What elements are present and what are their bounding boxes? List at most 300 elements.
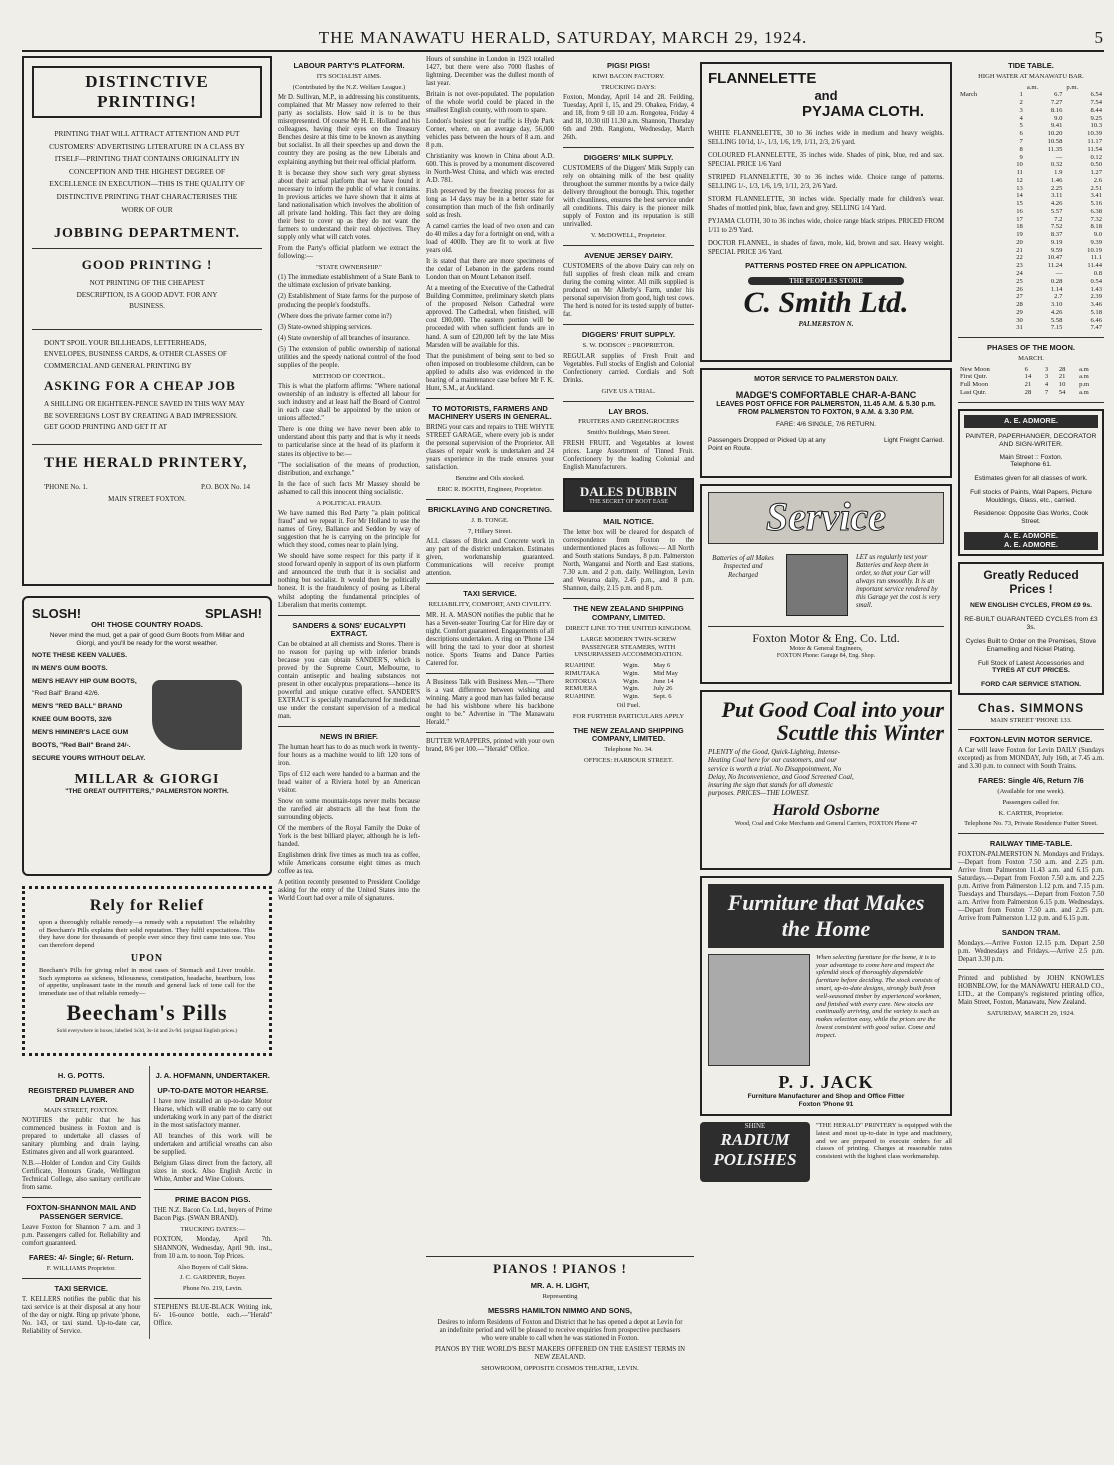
bricklaying-heading: BRICKLAYING AND CONCRETING. <box>427 504 553 514</box>
tide-month <box>958 270 1003 278</box>
tide-month <box>958 231 1003 239</box>
diggers-milk-heading: DIGGERS' MILK SUPPLY. <box>583 153 674 163</box>
tide-month <box>958 99 1003 107</box>
gum-line-1: IN MEN'S GUM BOOTS. <box>32 664 108 672</box>
gum-price-2: "Red Ball" Brand 42/6. <box>32 690 100 698</box>
levin-heading: FOXTON-LEVIN MOTOR SERVICE. <box>969 735 1093 745</box>
table-row <box>958 231 1104 239</box>
tide-am: 2.25 <box>1050 184 1063 192</box>
hillary-line: 7, Hillary Street. <box>468 527 512 535</box>
tide-am: 3.10 <box>1050 301 1063 309</box>
table-row <box>958 192 1104 200</box>
admore-residence: Residence: Opposite Gas Works, Cook Street. <box>973 510 1089 526</box>
furniture-illustration <box>708 954 810 1066</box>
furniture-text: When selecting furniture for the home, it is to your advantage to come here and inspect the splendid stock of thoroughly dependable furniture before deciding. The stock consists of smart, up-to-date designs, strongly built from well-seasoned timber by experienced workmen, and finished with every care. New stocks are continually arriving, and the variety is such as makes selection easy, while the prices are the lowest consistent with good value. Come and inspect. <box>816 953 942 1039</box>
gum-line-3: MEN'S "RED BALL" BRAND <box>32 703 123 711</box>
simmons-ad <box>958 562 1104 696</box>
article-paragraph: (3) State-owned shipping services. <box>278 323 373 331</box>
shipping-telephone: Telephone No. 34. <box>604 746 653 754</box>
pianos-heading: PIANOS ! PIANOS ! <box>493 1261 627 1276</box>
article-paragraph: We have named this Red Party "a plain political fraud" and we repeat it. For Mr Holland to use the names of Grey, Ballance and Seddon by way of suggestion that he is carrying on the principle for which they stood, comes near to plain lying. <box>278 510 420 550</box>
news-item: London's busiest spot for traffic is Hyde Park Corner, where, on an average day, 56,000 vehicles pass between the hours of 8 a.m. and 8 p.m. <box>426 118 554 150</box>
tide-pm: 6.38 <box>1090 207 1102 215</box>
tide-day: 29 <box>1016 308 1023 316</box>
article-paragraph: (2) Establishment of State farms for the purpose of producing the people's foodstuffs. <box>278 293 420 309</box>
ship-date: Sept. 6 <box>653 693 672 701</box>
lay-address: Smith's Buildings, Main Street. <box>587 429 670 437</box>
osborne-name: Harold Osborne <box>772 801 880 819</box>
tide-am: 0.28 <box>1050 277 1063 285</box>
jersey-text: CUSTOMERS of the above Dairy can rely on full supplies of fresh clean milk and cream during the coming winter. All milk supplied is produced on Mr Allerby's Farm, under his personal supervision from good, high test cows. The herd is noted for its tested supply of butter-fat. <box>563 263 694 319</box>
taxi-heading: TAXI SERVICE. <box>54 1283 108 1293</box>
tide-month <box>958 192 1003 200</box>
splash-heading: SPLASH! <box>204 606 262 621</box>
tide-pm: 3.41 <box>1090 192 1102 200</box>
tide-am: 7.15 <box>1050 324 1063 332</box>
rebuilt-line: RE-BUILT GUARANTEED CYCLES from £3 3s. <box>964 616 1098 632</box>
article-paragraph: (5) The extension of public ownership of national utilities and the speedy national control of the food supplies of the people. <box>278 345 420 369</box>
lay-sub: FRUITERS AND GREENGROCERS <box>578 418 679 426</box>
tide-month <box>958 262 1003 270</box>
tide-day: 4 <box>1019 114 1023 122</box>
foxton-motor-name: Foxton Motor & Eng. Co. Ltd. <box>752 631 900 645</box>
tide-month <box>958 138 1003 146</box>
madge-line-1: LEAVES POST OFFICE FOR PALMERSTON, 11.45 A.M. & 5.30 p.m. <box>716 400 936 408</box>
column-2 <box>278 56 420 1456</box>
tide-am: 9.19 <box>1050 238 1063 246</box>
millar-giorgi-name: MILLAR & GIORGI <box>74 771 220 787</box>
news-heading: NEWS IN BRIEF. <box>320 732 378 742</box>
table-row <box>958 107 1104 115</box>
table-row <box>958 286 1104 294</box>
asking-heading: ASKING FOR A CHEAP JOB <box>44 378 236 394</box>
tide-month <box>958 309 1003 317</box>
tide-pm: 10.3 <box>1090 122 1102 130</box>
shine-word: SHINE <box>744 1122 766 1130</box>
tide-am: 11.24 <box>1047 262 1063 270</box>
news-item: Snow on some mountain-tops never melts because the rarefied air abstracts all the heat from the surrounding objects. <box>278 798 420 822</box>
table-row <box>563 678 694 686</box>
admore-telephone: Telephone 61. <box>1010 461 1052 469</box>
am-header: a.m. <box>1026 83 1039 91</box>
admore-stock: Full stocks of Paints, Wall Papers, Picture Mouldings, Glass, etc., carried. <box>970 488 1092 504</box>
madge-passengers: Passengers Dropped or Picked Up at any Point en Route. <box>708 437 826 452</box>
column-3b <box>563 56 694 1456</box>
madge-line-2: FROM PALMERSTON TO FOXTON, 9 A.M. & 3.30 P.M. <box>738 409 914 417</box>
radium-name: RADIUM POLISHES <box>713 1130 797 1170</box>
pianos-text-2: PIANOS BY THE WORLD'S BEST MAKERS OFFERED ON THE EASIEST TERMS IN NEW ZEALAND. <box>434 1345 686 1361</box>
gum-line-3b: KNEE GUM BOOTS, 32/6 <box>32 716 112 724</box>
relief-heading: Rely for Relief <box>89 897 205 914</box>
railway-text: FOXTON-PALMERSTON N. Mondays and Fridays.—Depart from Foxton 7.50 a.m. and 2.25 p.m. Arrive from Palmerston 11.43 a.m. and 6.15 p.m. Saturdays.—Depart from Foxton 7.50 a.m. and 2.25 p.m. Arrive from Palmerston 1.12 p.m. and 7.15 p.m. Tuesdays and Thursdays.—Depart from Foxton 7.50 a.m. Arrive from Palmerston 6.15 p.m. Wednesdays.—Depart from Foxton 7.50 a.m. and 2.25 p.m. Arrive from Palmerston 1.12 p.m. and 6.15 p.m. <box>958 850 1104 923</box>
peoples-store-banner: THE PEOPLES STORE <box>748 277 904 285</box>
greatly-reduced: Greatly Reduced Prices ! <box>983 567 1079 596</box>
flannelette-line: DOCTOR FLANNEL, in shades of fawn, mole, kid, brown and sax. Heavy weight. SPECIAL PRICE 3/6 Yard. <box>708 239 944 257</box>
moon-cell: 3 <box>1044 365 1049 373</box>
tide-day: 28 <box>1016 301 1023 309</box>
tide-day: 3 <box>1019 106 1023 114</box>
gardner-line: J. C. GARDNER, Buyer. <box>179 1274 246 1282</box>
tide-pm: 9.25 <box>1090 114 1102 122</box>
palmerston-line: PALMERSTON N. <box>798 320 854 329</box>
millar-giorgi-sub: "THE GREAT OUTFITTERS," PALMERSTON NORTH. <box>65 788 229 796</box>
jobbing-heading: JOBBING DEPARTMENT. <box>53 226 240 242</box>
roads-heading: OH! THOSE COUNTRY ROADS. <box>91 620 203 630</box>
flannelette-line: WHITE FLANNELETTE, 30 to 36 inches wide in medium and heavy weights. SELLING 10/1d, 1/-, 1/3, 1/6, 1/9, 1/11, 2/3, 2/6 yard. <box>708 129 944 147</box>
table-row <box>958 373 1104 381</box>
table-row <box>958 154 1104 162</box>
article-paragraph: In the face of such facts Mr Massey should be ashamed to call this innocent thing socialistic. <box>278 480 420 496</box>
masthead <box>22 28 1104 52</box>
news-item: Tips of £12 each were handed to a barman and the head waiter of a Riviera hotel by an American visitor. <box>278 771 420 795</box>
printing-title: DISTINCTIVE PRINTING! <box>32 66 262 118</box>
tide-day: 13 <box>1016 184 1023 192</box>
tide-day: 25 <box>1016 277 1023 285</box>
news-item: The human heart has to do as much work in twenty-four hours as a machine would to lift 120 tons of iron. <box>278 744 420 768</box>
representing: Representing <box>542 1293 578 1301</box>
tide-am: 0.32 <box>1050 161 1063 169</box>
tide-month <box>958 254 1003 262</box>
taxi-service-heading: TAXI SERVICE. <box>463 589 517 599</box>
shipping-offices: OFFICES: HARBOUR STREET. <box>583 756 674 764</box>
tide-month <box>958 216 1003 224</box>
moon-cell: 3 <box>1044 373 1049 381</box>
beechams-ad <box>22 886 272 1056</box>
ship-date: June 14 <box>653 677 674 685</box>
radium-ad <box>700 1122 810 1182</box>
foxton-motor-sub: Motor & General Engineers, <box>789 645 863 653</box>
ship-date: July 26 <box>653 685 673 693</box>
let-us-text: LET us regularly test your Batteries and keep them in order, so that your Car will always run smoothly. It is an important service rendered by this Garage yet the cost is very small. <box>856 554 941 610</box>
motorists-heading: TO MOTORISTS, FARMERS AND MACHINERY USERS IN GENERAL. <box>428 403 552 422</box>
hofmann-text: I have now installed an up-to-date Motor Hearse, which will enable me to carry out undertaking work in any part of the district in the most satisfactory manner. <box>153 1097 272 1129</box>
bricklaying-text: ALL classes of Brick and Concrete work in any part of the district undertaken. Estimates given, workmanship guaranteed. Communications will receive prompt attention. <box>426 538 554 578</box>
pjack-address: Foxton 'Phone 91 <box>798 1100 854 1108</box>
direct-line: DIRECT LINE TO THE UNITED KINGDOM. <box>565 625 692 633</box>
fruit-text: REGULAR supplies of Fresh Fruit and Vegetables. Full stocks of English and Colonial Confectionery carried. Cordials and Soft Drinks. <box>563 352 694 384</box>
table-row <box>958 366 1104 374</box>
values-heading: NOTE THESE KEEN VALUES. <box>32 651 128 659</box>
table-row <box>958 161 1104 169</box>
table-row <box>958 317 1104 325</box>
tide-pm: 0.50 <box>1090 161 1102 169</box>
tide-am: 1.46 <box>1050 176 1063 184</box>
potts-nb: N.B.—Holder of London and City Guilds Certificate, Honours Grade, Wellington Technical College, also sanitary certificate from same. <box>22 1160 141 1192</box>
printery-pobox: P.O. BOX No. 14 <box>200 482 250 491</box>
table-row <box>958 169 1104 177</box>
shannon-text: Leave Foxton for Shannon 7 a.m. and 3 p.m. Passengers called for. Reliability and comfort guaranteed. <box>22 1224 141 1248</box>
potts-text: NOTIFIES the public that he has commenced business in Foxton and is prepared to undertake all classes of sanitary plumbing and drain laying. Estimates given and all work guaranteed. <box>22 1117 141 1157</box>
table-row <box>958 138 1104 146</box>
battery-service-ad <box>700 484 952 684</box>
moon-cell: 7 <box>1044 389 1049 397</box>
taxi-service-sub: RELIABILITY, COMFORT, AND CIVILITY. <box>428 601 552 609</box>
flannelette-line: STORM FLANNELETTE, 30 inches wide. Specially made for children's wear. Shades of mottled pink, blue, fawn and grey. SELLING 1/4 Yard. <box>708 195 944 213</box>
moon-cell: 28 <box>1024 389 1032 397</box>
tide-am: 5.57 <box>1050 207 1063 215</box>
taxi-text: T. KELLERS notifies the public that his taxi service is at their disposal at any hour of the day or night. Ring up private 'phone, No. 143, or taxi stand. Up-to-date car, Reliability of Service. <box>22 1295 141 1335</box>
tide-day: 10 <box>1016 161 1023 169</box>
cycles-text: Cycles Built to Order on the Premises, Stove Enamelling and Nickel Plating. <box>965 638 1097 653</box>
news-item: Of the members of the Royal Family the Duke of York is the best billiard player, although he is left-handed. <box>278 825 420 849</box>
tide-month <box>958 146 1003 154</box>
tide-pm: 2.6 <box>1093 176 1102 184</box>
table-row <box>958 278 1104 286</box>
tide-month <box>958 185 1003 193</box>
hofmann-name: J. A. HOFMANN, UNDERTAKER. <box>155 1071 270 1080</box>
table-row <box>958 130 1104 138</box>
moon-table <box>958 366 1104 397</box>
tide-am: 4.26 <box>1050 200 1063 208</box>
tide-month <box>958 154 1003 162</box>
secure-line: SECURE YOURS WITHOUT DELAY. <box>32 754 146 762</box>
table-row <box>563 670 694 678</box>
potts-name: H. G. POTTS. <box>57 1071 105 1080</box>
tide-day: 24 <box>1016 269 1023 277</box>
printery-phone: 'PHONE No. 1. <box>44 482 88 491</box>
tide-pm: 6.54 <box>1090 91 1102 99</box>
prime-bacon-heading: PRIME BACON PIGS. <box>175 1194 251 1204</box>
ship-name: RUAHINE <box>565 662 595 670</box>
table-row <box>958 270 1104 278</box>
ship-from: Wgtn. <box>623 662 640 670</box>
news-item: A petition recently presented to President Coolidge asking for the entry of the United States into the World Court had over a mile of signatures. <box>278 879 420 903</box>
tide-month <box>958 278 1003 286</box>
ship-name: RUAHINE <box>565 693 595 701</box>
printery-street: MAIN STREET FOXTON. <box>108 494 186 503</box>
tide-month <box>958 317 1003 325</box>
tide-am: 1.14 <box>1050 285 1063 293</box>
masthead-title: THE MANAWATU HERALD, SATURDAY, MARCH 29, 1924. <box>318 28 808 47</box>
moon-cell: 14 <box>1024 373 1032 381</box>
tide-month <box>958 200 1003 208</box>
tide-am: — <box>1055 269 1063 277</box>
admore-ad <box>958 409 1104 556</box>
railway-heading: RAILWAY TIME-TABLE. <box>989 839 1073 849</box>
tide-day: 21 <box>1016 246 1023 254</box>
tide-day: 5 <box>1019 122 1023 130</box>
flannelette-line: STRIPED FLANNELETTE, 30 to 36 inches wide. Choice range of patterns. SELLING 1/-, 1/3, 1/6, 1/9, 1/11, 2/3, 2/6 Yard. <box>708 173 944 191</box>
and-word: and <box>814 87 838 103</box>
simmons-address: MAIN STREET 'PHONE 133. <box>990 716 1072 724</box>
osborne-sub: Wood, Coal and Coke Merchants and General Carriers, FOXTON Phone 47 <box>734 820 918 827</box>
moon-cell: 54 <box>1058 389 1066 397</box>
pigs-heading: PIGS! PIGS! <box>607 61 650 70</box>
good-printing-heading: GOOD PRINTING ! <box>81 256 213 272</box>
page-number: 5 <box>1094 28 1104 47</box>
hearse-heading: UP-TO-DATE MOTOR HEARSE. <box>157 1085 269 1095</box>
tide-am: 8.16 <box>1050 106 1063 114</box>
tide-pm: 0.12 <box>1090 153 1102 161</box>
herald-printery-notice: "THE HERALD" PRINTERY is equipped with the latest and most up-to-date in type and machinery, and we are prepared to execute orders for all classes of printing. Charges at reasonable rates consistent with the highest class workmanship. <box>816 1122 952 1161</box>
tide-pm: 0.54 <box>1090 277 1102 285</box>
table-row <box>958 239 1104 247</box>
tide-month <box>958 177 1003 185</box>
roads-text: Never mind the mud, get a pair of good Gum Boots from Millar and Giorgi, and you'll be ready for the worst weather. <box>49 632 245 647</box>
sandon-text: Mondays.—Arrive Foxton 12.15 p.m. Depart 2.50 p.m. Wednesdays and Fridays.—Arrive 2.5 p.m. Depart 3.30 p.m. <box>958 939 1104 963</box>
tide-pm: 2.51 <box>1090 184 1102 192</box>
service-heading: Service <box>766 494 886 539</box>
upon-heading: UPON <box>130 952 164 964</box>
pianos-text: Desires to inform Residents of Foxton and District that he has opened a depot at Levin for an indefinite period and will be pleased to receive enquiries from prospective purchasers who were unable to call when he was stationed in Foxton. <box>437 1318 683 1342</box>
beechams-sub: Sold everywhere in boxes, labelled 1s3d, 3s-1d and 2s-9d. (original English prices.) <box>56 1027 238 1034</box>
tide-day: 7 <box>1019 137 1023 145</box>
article-paragraph: From the Party's official platform we extract the following:— <box>278 244 420 260</box>
article-paragraph: (1) The immediate establishment of a State Bank to the ultimate exclusion of private banking. <box>278 274 420 290</box>
table-row <box>958 301 1104 309</box>
dales-name: DALES DUBBIN <box>579 484 678 500</box>
tide-day: 17 <box>1016 215 1023 223</box>
tide-am: 9.0 <box>1054 114 1063 122</box>
hofmann-text-3: Belgium Glass direct from the factory, all sizes in stock. Also English Arctic in White, Amber and Wine Colours. <box>153 1159 272 1183</box>
column-3a <box>426 56 554 1456</box>
tide-am: 10.47 <box>1047 254 1063 262</box>
ford-line: FORD CAR SERVICE STATION. <box>980 681 1082 689</box>
madge-heading: MADGE'S COMFORTABLE CHAR-A-BANC <box>735 390 917 401</box>
tide-pm: 9.39 <box>1090 238 1102 246</box>
herald-printery-heading: THE HERALD PRINTERY, <box>44 454 248 471</box>
tide-month <box>958 208 1003 216</box>
article-paragraph: "The socialisation of the means of production, distribution, and exchange." <box>278 461 420 477</box>
tide-pm: 10.19 <box>1087 246 1102 254</box>
moon-cell: 10 <box>1058 381 1066 389</box>
asking-text: A SHILLING OR EIGHTEEN-PENCE SAVED IN THIS WAY MAY BE SOVEREIGNS LOST BY CREATING A BAD IMPRESSION. GET GOOD PRINTING AND GET IT AT <box>44 400 245 432</box>
table-row <box>958 99 1104 107</box>
nz-shipping-heading: THE NEW ZEALAND SHIPPING COMPANY, LIMITED. <box>573 604 684 623</box>
news-item: At a meeting of the Executive of the Cathedral Building Committee, preliminary sketch plans of the proposed Nelson Cathedral were approved. The Cathedral, when finished, will cost £80,000. The eastern portion will be proceeded with when sufficient funds are in hand. A sum of £20,000 left by the late Miss Marsden will be available for this. <box>426 285 554 349</box>
hofmann-text-2: All branches of this work will be undertaken and artificial wreaths can also be supplied. <box>153 1132 272 1156</box>
news-item: A camel carries the load of two oxen and can do 40 miles a day for a fortnight on end, with a load of 400lb. They are fit to work at five years old. <box>426 223 554 255</box>
tide-month <box>958 223 1003 231</box>
admore-footer-1: A. E. ADMORE. <box>964 532 1098 541</box>
table-row <box>958 293 1104 301</box>
trial-line: GIVE US A TRIAL. <box>601 387 656 395</box>
tide-table <box>958 84 1104 333</box>
table-row <box>958 208 1104 216</box>
good-printing-text: NOT PRINTING OF THE CHEAPEST DESCRIPTION, IS A GOOD ADVT. FOR ANY BUSINESS. <box>76 278 218 311</box>
tide-day: 16 <box>1016 207 1023 215</box>
tide-pm: 7.54 <box>1090 99 1102 107</box>
simmons-name: Chas. SIMMONS <box>977 701 1085 716</box>
messrs-line: MESSRS HAMILTON NIMMO AND SONS, <box>487 1305 633 1315</box>
admore-address: Main Street :: Foxton. <box>999 453 1063 461</box>
tide-month: March <box>960 91 978 99</box>
motor-service-heading: MOTOR SERVICE TO PALMERSTON DAILY. <box>754 376 898 383</box>
levin-passengers: Passengers called for. <box>1002 798 1060 806</box>
moon-cell: 28 <box>1058 365 1066 373</box>
tide-am: 2.7 <box>1054 293 1063 301</box>
article-paragraph: Mr D. Sullivan, M.P., in addressing his constituents, complained that Mr Massey now referred to their party as socialists. How said it is to be thus misrepresented. Of course Mr H. E. Holland and his colleagues, having their eyes on the Treasury Benches desire at this time to be known as anything but socialist. In all their speeches up and down the country they are posing as the new Liberals and explaining anything but their real official platform. <box>278 94 420 166</box>
plumber-heading: REGISTERED PLUMBER AND DRAIN LAYER. <box>28 1085 135 1104</box>
gardner-phone: Phone No. 219, Levin. <box>182 1285 243 1293</box>
ship-date: May 6 <box>653 662 671 670</box>
table-row <box>958 254 1104 262</box>
table-row <box>958 185 1104 193</box>
tide-month <box>958 293 1003 301</box>
ship-date: Mid May <box>653 669 678 677</box>
pm-header: p.m. <box>1066 83 1079 91</box>
tide-day: 6 <box>1019 130 1023 138</box>
table-row <box>958 381 1104 389</box>
madge-ad <box>700 368 952 478</box>
imprint-date: SATURDAY, MARCH 29, 1924. <box>987 1010 1075 1018</box>
article-paragraph: It is because they show such very great shyness about their actual platform that we have found it necessary to inform the public of what it contains. In previous articles we have shown that it aims at land nationalisation which involves the abolition of all private land holding. This fact they are doing their best to cover up as they do not want the farmers to understand their real objectives. They supply only what will catch votes. <box>278 169 420 241</box>
table-row <box>563 685 694 693</box>
moon-cell: a.m <box>1079 373 1089 381</box>
furniture-ad <box>700 876 952 1116</box>
table-row <box>563 693 694 701</box>
relief-text: upon a thoroughly reliable remedy—a remedy with a reputation! The reliability of Beecham's Pills explains their solid reputation. They fulfil expectations. This they have done for thousands of people ever since they first came into use. You can therefore depend <box>39 918 255 950</box>
article-paragraph: (4) State ownership of all branches of insurance. <box>278 334 410 342</box>
nz-shipping-heading-2: THE NEW ZEALAND SHIPPING COMPANY, LIMITED. <box>573 725 684 744</box>
tide-month <box>958 107 1003 115</box>
tide-day: 31 <box>1016 324 1023 332</box>
tide-pm: 7.47 <box>1090 324 1102 332</box>
table-row <box>958 247 1104 255</box>
tide-day: 15 <box>1016 200 1023 208</box>
tide-day: 9 <box>1019 153 1023 161</box>
tide-pm: 11.54 <box>1087 145 1102 153</box>
butter-wrappers: BUTTER WRAPPERS, printed with your own brand, 8/6 per 100.—"Herald" Office. <box>426 738 554 754</box>
table-row <box>958 309 1104 317</box>
tide-am: 9.41 <box>1050 122 1063 130</box>
column-1 <box>22 56 272 1456</box>
tide-day: 14 <box>1016 192 1023 200</box>
lay-heading: LAY BROS. <box>608 406 649 416</box>
milk-text: CUSTOMERS of the Diggers' Milk Supply can rely on obtaining milk of the best quality throughout the summer months by a twice daily delivery throughout the borough. This, together with cleanliness, ensures the best service under all conditions. This dairy is the pioneer milk supply of Foxton and its reputation is still unrivalled. <box>563 165 694 229</box>
mcdowell-line: V. McDOWELL, Proprietor. <box>590 232 667 240</box>
tide-month <box>958 286 1003 294</box>
pyjama-heading: PYJAMA CLOTH. <box>802 103 924 121</box>
dales-sub: THE SECRET OF BOOT EASE <box>589 499 668 506</box>
tide-am: 8.37 <box>1050 231 1063 239</box>
tide-pm: 1.43 <box>1090 285 1102 293</box>
moon-cell: 21 <box>1024 381 1032 389</box>
dales-dubbin-ad <box>563 478 694 512</box>
article-paragraph: We should have some respect for this party if it stood forward openly in support of its own platform and announced the truth that it is socialist and nothing but socialist. It would then be politically honest. It is the fraudulency of posing as Liberal whilst adopting the fundamental principles of Liberalism that merits contempt. <box>278 553 420 609</box>
tide-month <box>958 161 1003 169</box>
tide-pm: 8.18 <box>1090 223 1102 231</box>
tide-pm: 5.16 <box>1090 200 1102 208</box>
madge-fare: FARE: 4/6 SINGLE, 7/6 RETURN. <box>775 421 877 429</box>
williams-line: F. WILLIAMS Proprietor. <box>46 1265 116 1273</box>
motorists-text: BRING your cars and repairs to THE WHYTE STREET GARAGE, where every job is under the personal supervision of the Proprietor. All classes of repair work is undertaken and 24 years experience in the trade ensures your satisfaction. <box>426 424 554 472</box>
tide-pm: 11.1 <box>1090 254 1102 262</box>
pjack-sub: Furniture Manufacturer and Shop and Office Fitter <box>747 1093 905 1101</box>
carter-line: K. CARTER, Proprietor. <box>998 809 1064 817</box>
sailings-table <box>563 662 694 701</box>
tide-am: 10.58 <box>1047 137 1063 145</box>
tide-month <box>958 122 1003 130</box>
tide-pm: 11.17 <box>1087 137 1102 145</box>
tide-month <box>958 130 1003 138</box>
moon-cell: a.m <box>1079 365 1089 373</box>
flannelette-line: COLOURED FLANNELETTE, 35 inches wide. Shades of pink, blue, red and sax. SPECIAL PRICE 1/6 Yard <box>708 151 944 169</box>
tide-day: 23 <box>1016 262 1023 270</box>
column-5 <box>958 56 1104 1456</box>
jersey-heading: AVENUE JERSEY DAIRY. <box>584 251 673 261</box>
gum-line-2: MEN'S HEAVY HIP GUM BOOTS, <box>32 677 137 685</box>
moon-cell: Full Moon <box>960 381 989 389</box>
tide-pm: 10.39 <box>1087 130 1102 138</box>
admore-painter: PAINTER, PAPERHANGER, DECORATOR AND SIGN-WRITER. <box>965 432 1097 448</box>
method-heading: METHOD OF CONTROL. <box>312 372 386 380</box>
tide-day: 19 <box>1016 231 1023 239</box>
tide-am: 5.58 <box>1050 316 1063 324</box>
sandon-heading: SANDON TRAM. <box>1001 928 1061 938</box>
state-ownership-heading: "STATE OWNERSHIP." <box>316 263 382 271</box>
good-coal-heading: Put Good Coal into your Scuttle this Winter <box>721 697 944 746</box>
